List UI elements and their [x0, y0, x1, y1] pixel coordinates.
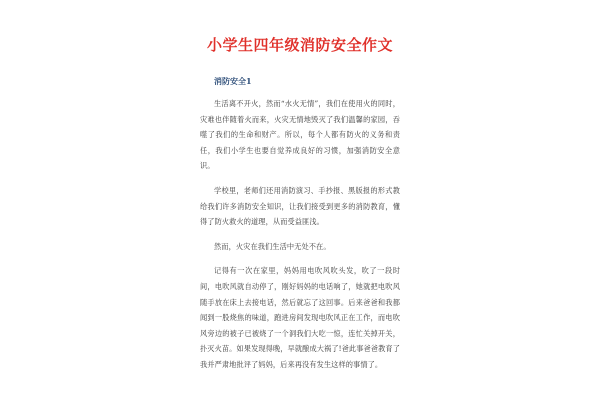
document-title: 小学生四年级消防安全作文: [206, 36, 393, 54]
paragraph-4: 记得有一次在家里，妈妈用电吹风吹头发，吹了一段时间，电吹风就自动停了，刚好妈妈的电话响了，她就把电吹风随手放在床上去接电话，然后就忘了这回事。后来爸爸和我都闻到一股烧焦的味道，跑进房间发现电吹风正在工作，而电吹风旁边的被子已被烧了一个洞我们大吃一惊，连忙关掉开关，扑灭火苗。如果发现得晚，早就酿成大祸了!爸此事爸爸教育了我并严肃地批评了妈妈，后来再没有发生这样的事情了。: [200, 266, 400, 369]
paragraph-2: 学校里，老师们还用消防演习、手抄报、黑版报的形式教给我们许多消防安全知识，让我们接受到更多的消防教育，懂得了防火救火的道理，从而受益匪浅。: [200, 185, 400, 227]
paragraph-1: 生活离不开火，然而“水火无情”，我们在使用火的同时，灾难也伴随着火而来，火灾无情地毁灭了我们温馨的家园，吞噬了我们的生命和财产。所以，每个人都有防火的义务和责任，我们小学生也要自觉养成良好的习惯，加强消防安全意识。: [200, 99, 400, 171]
paragraph-3: 然而，火灾在我们生活中无处不在。: [214, 241, 331, 251]
section-subheading: 消防安全1: [214, 76, 252, 86]
document-body: [200, 96, 400, 382]
